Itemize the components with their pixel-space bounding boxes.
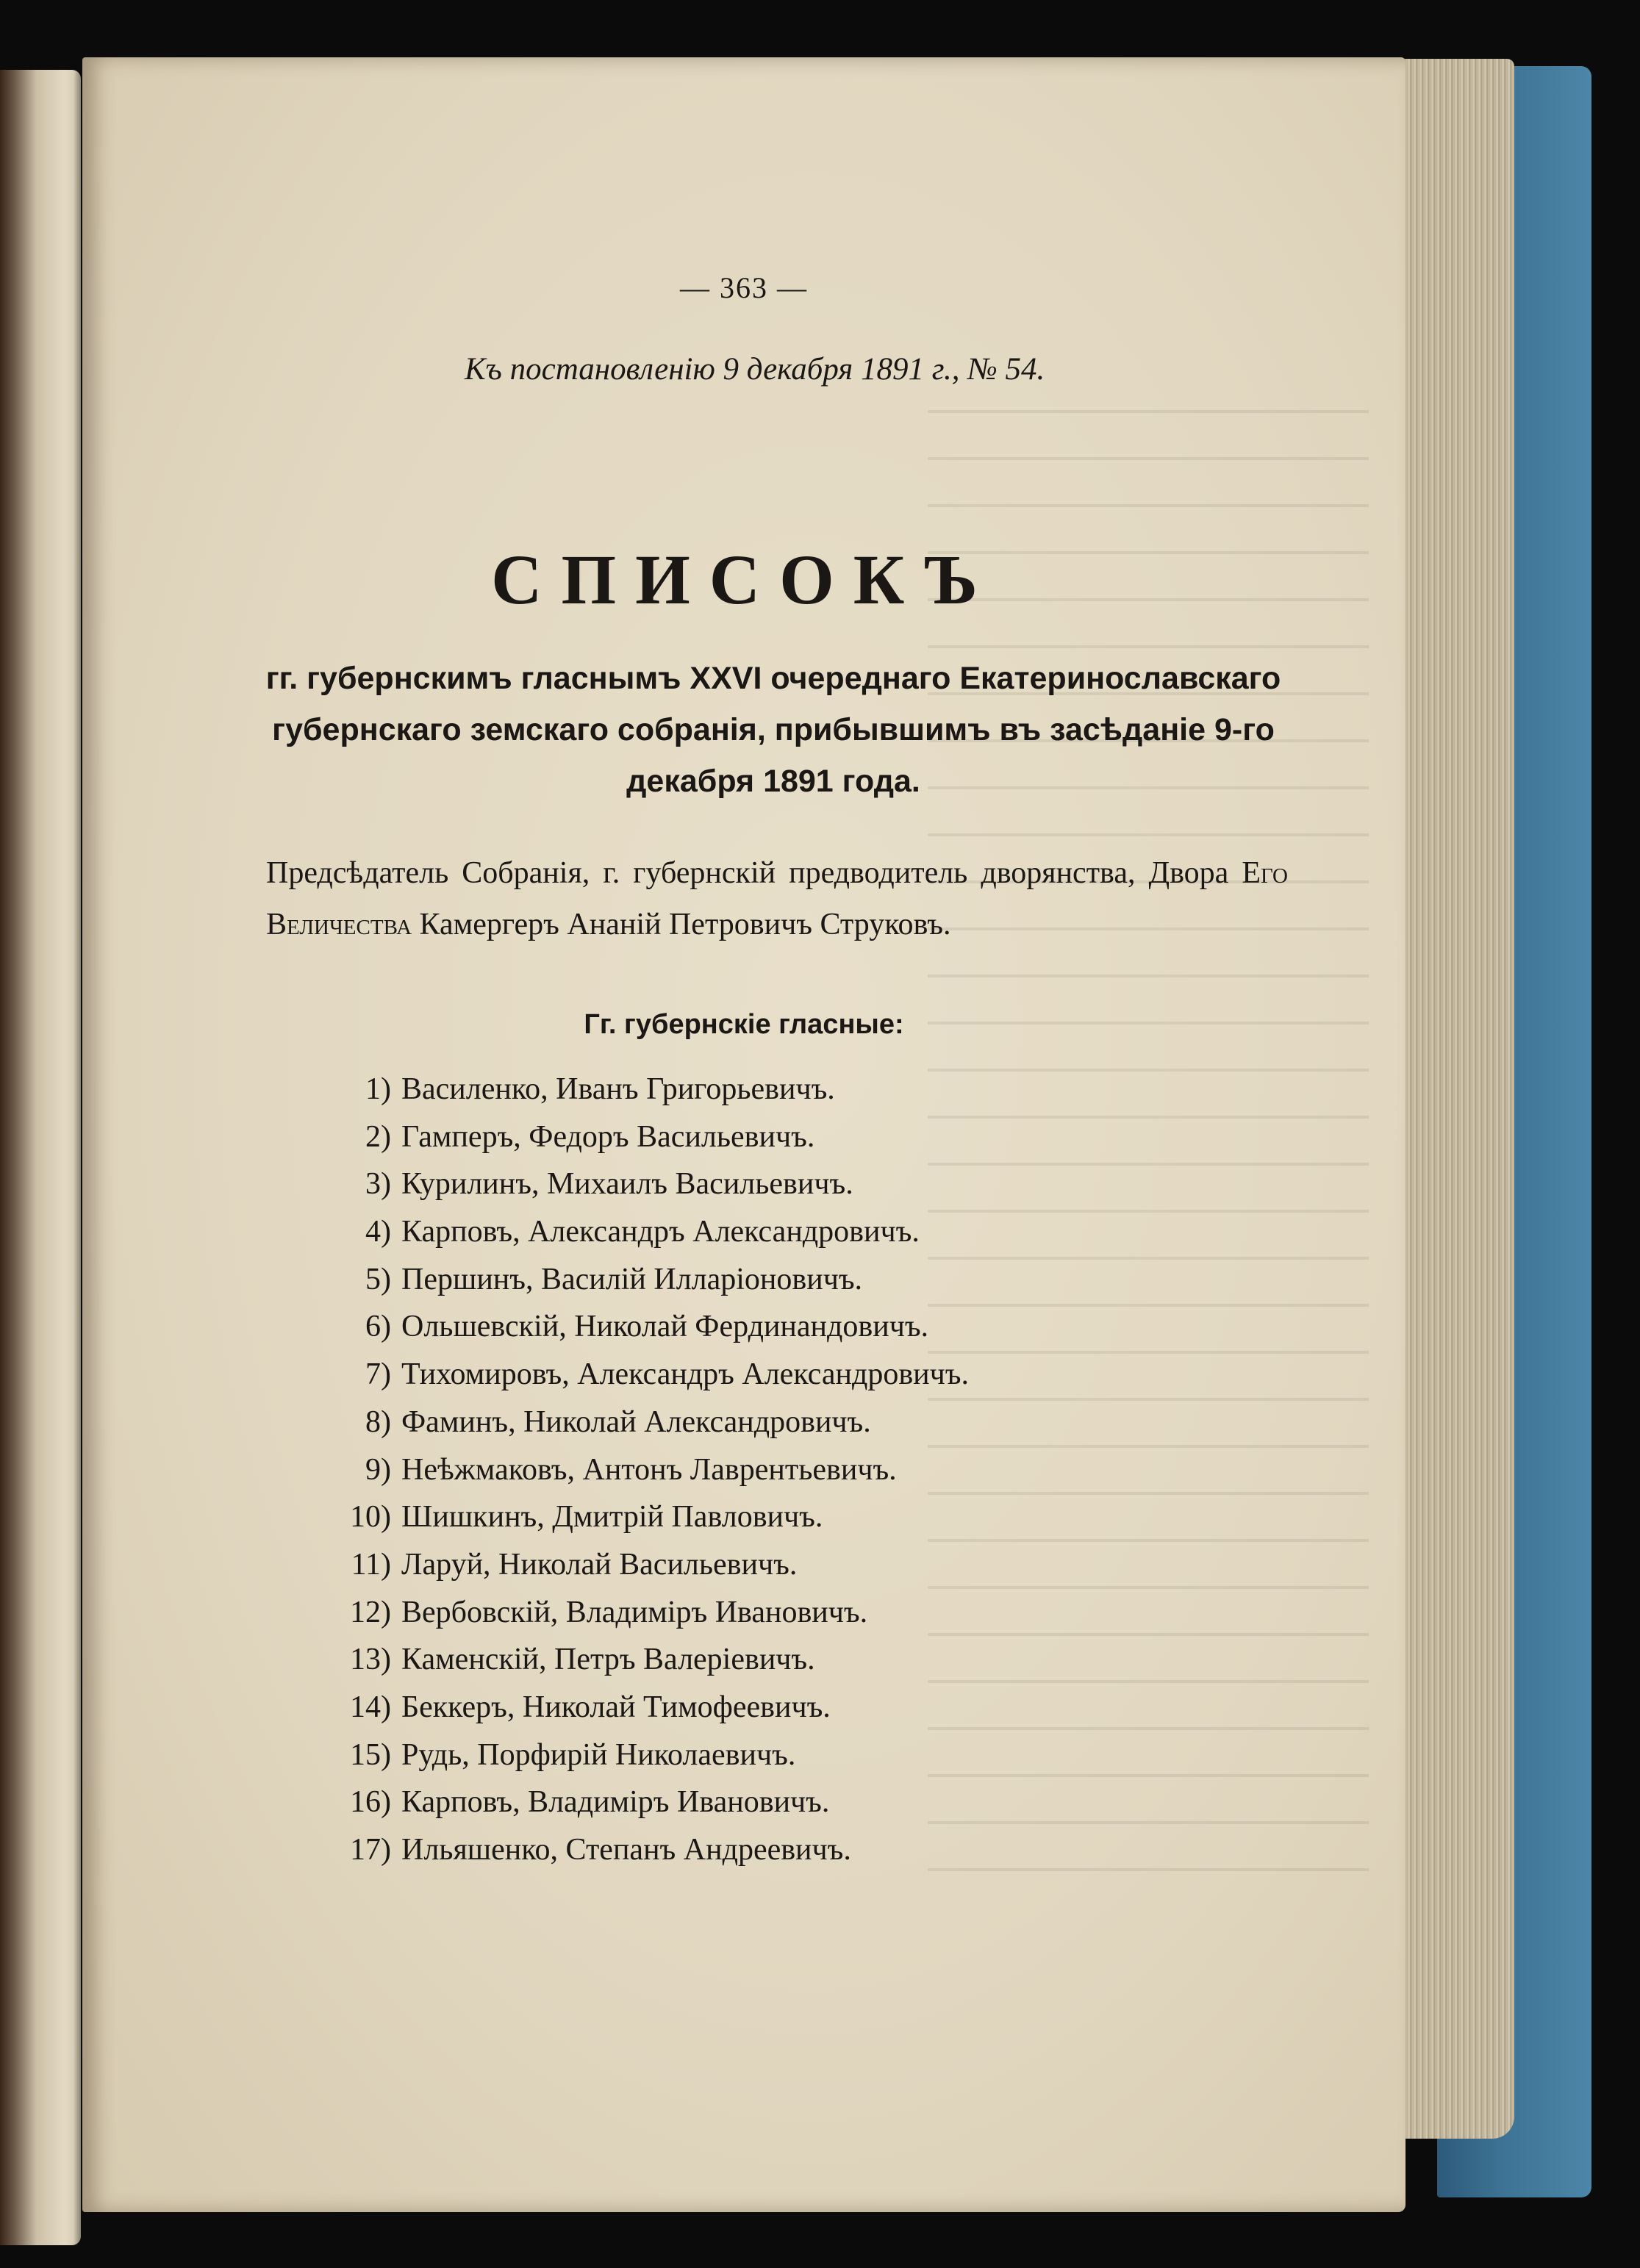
list-item (325, 1446, 969, 1494)
list-item-number: 13) (350, 1643, 391, 1677)
list-item-name: Каменскій, Петръ Валеріевичъ. (401, 1643, 815, 1677)
list-item-number: 5) (365, 1262, 391, 1296)
list-item (325, 1493, 969, 1541)
list-item-name: Рудь, Порфирій Николаевичъ. (401, 1737, 796, 1772)
list-item (325, 1541, 969, 1589)
list-item (325, 1826, 969, 1874)
list-item (325, 1066, 969, 1113)
list-item (325, 1731, 969, 1779)
page-title: СПИСОКЪ (491, 540, 997, 619)
list-item-number: 10) (350, 1500, 391, 1535)
list-item (325, 1684, 969, 1731)
chairman-prefix: Предсѣдатель Собранія, г. губернскій предводитель дворянства, Двора (266, 856, 1242, 890)
list-item-name: Першинъ, Василій Илларіоновичъ. (401, 1262, 863, 1296)
book-page (82, 57, 1406, 2212)
list-item-name: Гамперъ, Федоръ Васильевичъ. (401, 1119, 815, 1154)
list-item (325, 1303, 969, 1351)
list-item (325, 1256, 969, 1304)
list-item-number: 3) (365, 1167, 391, 1202)
facing-page-edge (0, 70, 81, 2245)
list-item (325, 1589, 969, 1637)
chairman-suffix: Камергеръ Ананій Петровичъ Струковъ. (412, 908, 951, 941)
list-item-name: Фаминъ, Николай Александровичъ. (401, 1404, 871, 1439)
chairman-court: Его Величества (266, 856, 1288, 941)
list-item-name: Вербовскій, Владиміръ Ивановичъ. (401, 1595, 868, 1629)
list-item (325, 1351, 969, 1399)
list-item-number: 11) (351, 1547, 391, 1582)
list-item (325, 1779, 969, 1826)
list-item (325, 1208, 969, 1256)
list-item-number: 6) (365, 1310, 391, 1344)
list-item-name: Ольшевскій, Николай Фердинандовичъ. (401, 1310, 929, 1344)
page-number: — 363 — (680, 271, 808, 304)
list-item-number: 12) (350, 1595, 391, 1629)
list-heading: Гг. губернскіе гласные: (584, 1009, 904, 1040)
list-item-number: 9) (365, 1452, 391, 1487)
list-item-number: 1) (365, 1072, 391, 1106)
list-item-name: Карповъ, Александръ Александровичъ. (401, 1215, 920, 1249)
list-item-number: 2) (365, 1119, 391, 1154)
list-item-name: Неѣжмаковъ, Антонъ Лаврентьевичъ. (401, 1452, 897, 1487)
list-item-name: Ларуй, Николай Васильевичъ. (401, 1547, 798, 1582)
list-item-name: Ильяшенко, Степанъ Андреевичъ. (401, 1833, 851, 1867)
list-item-name: Тихомировъ, Александръ Александровичъ. (401, 1357, 969, 1392)
list-item-number: 17) (350, 1833, 391, 1867)
list-item-number: 15) (350, 1737, 391, 1772)
list-item (325, 1636, 969, 1684)
resolution-reference: Къ постановленію 9 декабря 1891 г., № 54. (465, 352, 1045, 387)
list-item (325, 1399, 969, 1446)
list-item-number: 8) (365, 1404, 391, 1439)
document-subtitle: гг. губернскимъ гласнымъ XXVI очереднаго Екатеринославскаго губернскаго земскаго собранія, прибывшимъ въ засѣданіе 9-го декабря 1891 года. (265, 661, 1281, 799)
chairman-paragraph (266, 847, 1288, 950)
page-block-edges (1389, 59, 1514, 2139)
list-item-name: Василенко, Иванъ Григорьевичъ. (401, 1072, 835, 1106)
list-item-number: 16) (350, 1785, 391, 1820)
show-through-texture (928, 410, 1369, 1880)
list-item-number: 4) (365, 1215, 391, 1249)
deputies-list (325, 1066, 969, 1874)
list-item-name: Беккеръ, Николай Тимофеевичъ. (401, 1690, 831, 1724)
list-item-number: 14) (350, 1690, 391, 1724)
list-item-name: Шишкинъ, Дмитрій Павловичъ. (401, 1500, 823, 1535)
list-item (325, 1113, 969, 1161)
list-item-name: Курилинъ, Михаилъ Васильевичъ. (401, 1167, 853, 1202)
list-item-number: 7) (365, 1357, 391, 1392)
list-item (325, 1160, 969, 1208)
list-item-name: Карповъ, Владиміръ Ивановичъ. (401, 1785, 830, 1820)
